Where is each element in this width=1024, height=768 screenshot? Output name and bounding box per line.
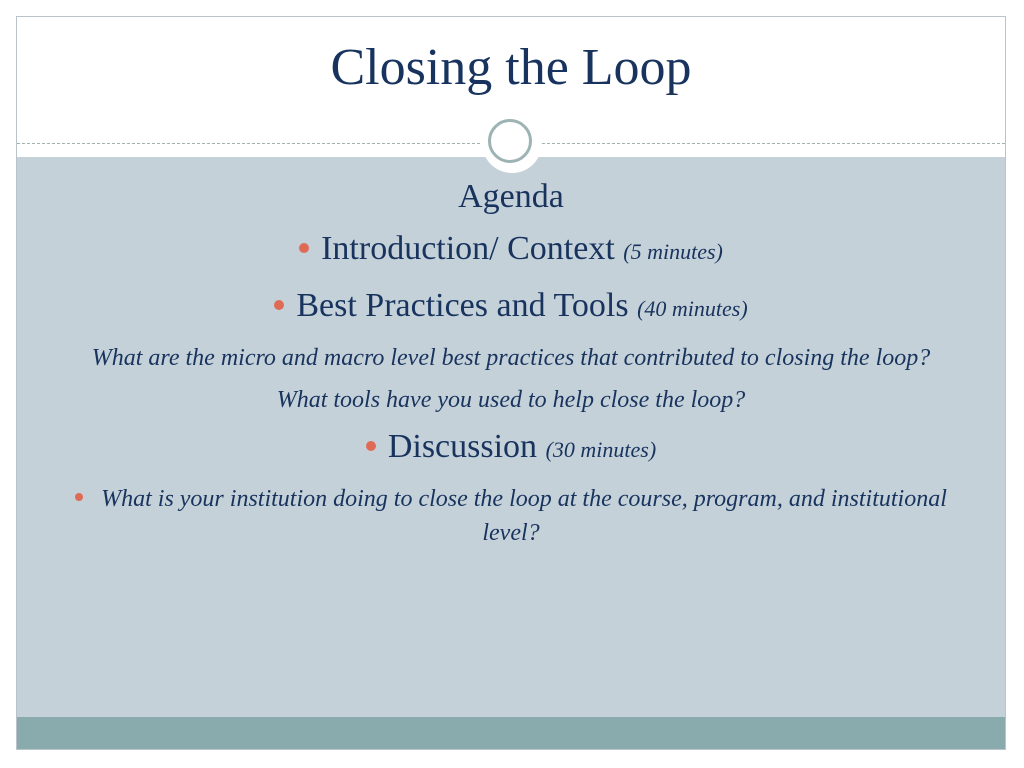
slide-title: Closing the Loop [330, 39, 692, 96]
agenda-item-introduction [17, 227, 1005, 274]
circle-bullet-icon [274, 300, 284, 310]
agenda-heading: Agenda [458, 178, 564, 215]
discussion-question-text: What is your institution doing to close the loop at the course, program, and institutional level? [101, 486, 947, 546]
question-best-practices: What are the micro and macro level best practices that contributed to closing the loop? [91, 345, 931, 371]
agenda-block [17, 175, 1005, 558]
ring-line-icon [488, 119, 532, 163]
footer-bar [17, 717, 1005, 750]
agenda-item-label: Introduction/ Context [321, 230, 615, 267]
agenda-item-label: Best Practices and Tools [296, 287, 629, 324]
agenda-item-time: (40 minutes) [637, 296, 748, 321]
question-discussion [51, 482, 971, 550]
circle-bullet-icon [75, 493, 83, 501]
agenda-item-time: (30 minutes) [545, 437, 657, 462]
agenda-item-time: (5 minutes) [623, 239, 723, 264]
circle-bullet-icon [299, 243, 309, 253]
agenda-item-best-practices [17, 284, 1005, 331]
agenda-item-label: Discussion [387, 428, 538, 465]
agenda-item-discussion [17, 425, 1005, 472]
question-tools: What tools have you used to help close the loop? [276, 387, 746, 413]
circle-bullet-icon [366, 441, 376, 451]
slide [16, 16, 1006, 750]
